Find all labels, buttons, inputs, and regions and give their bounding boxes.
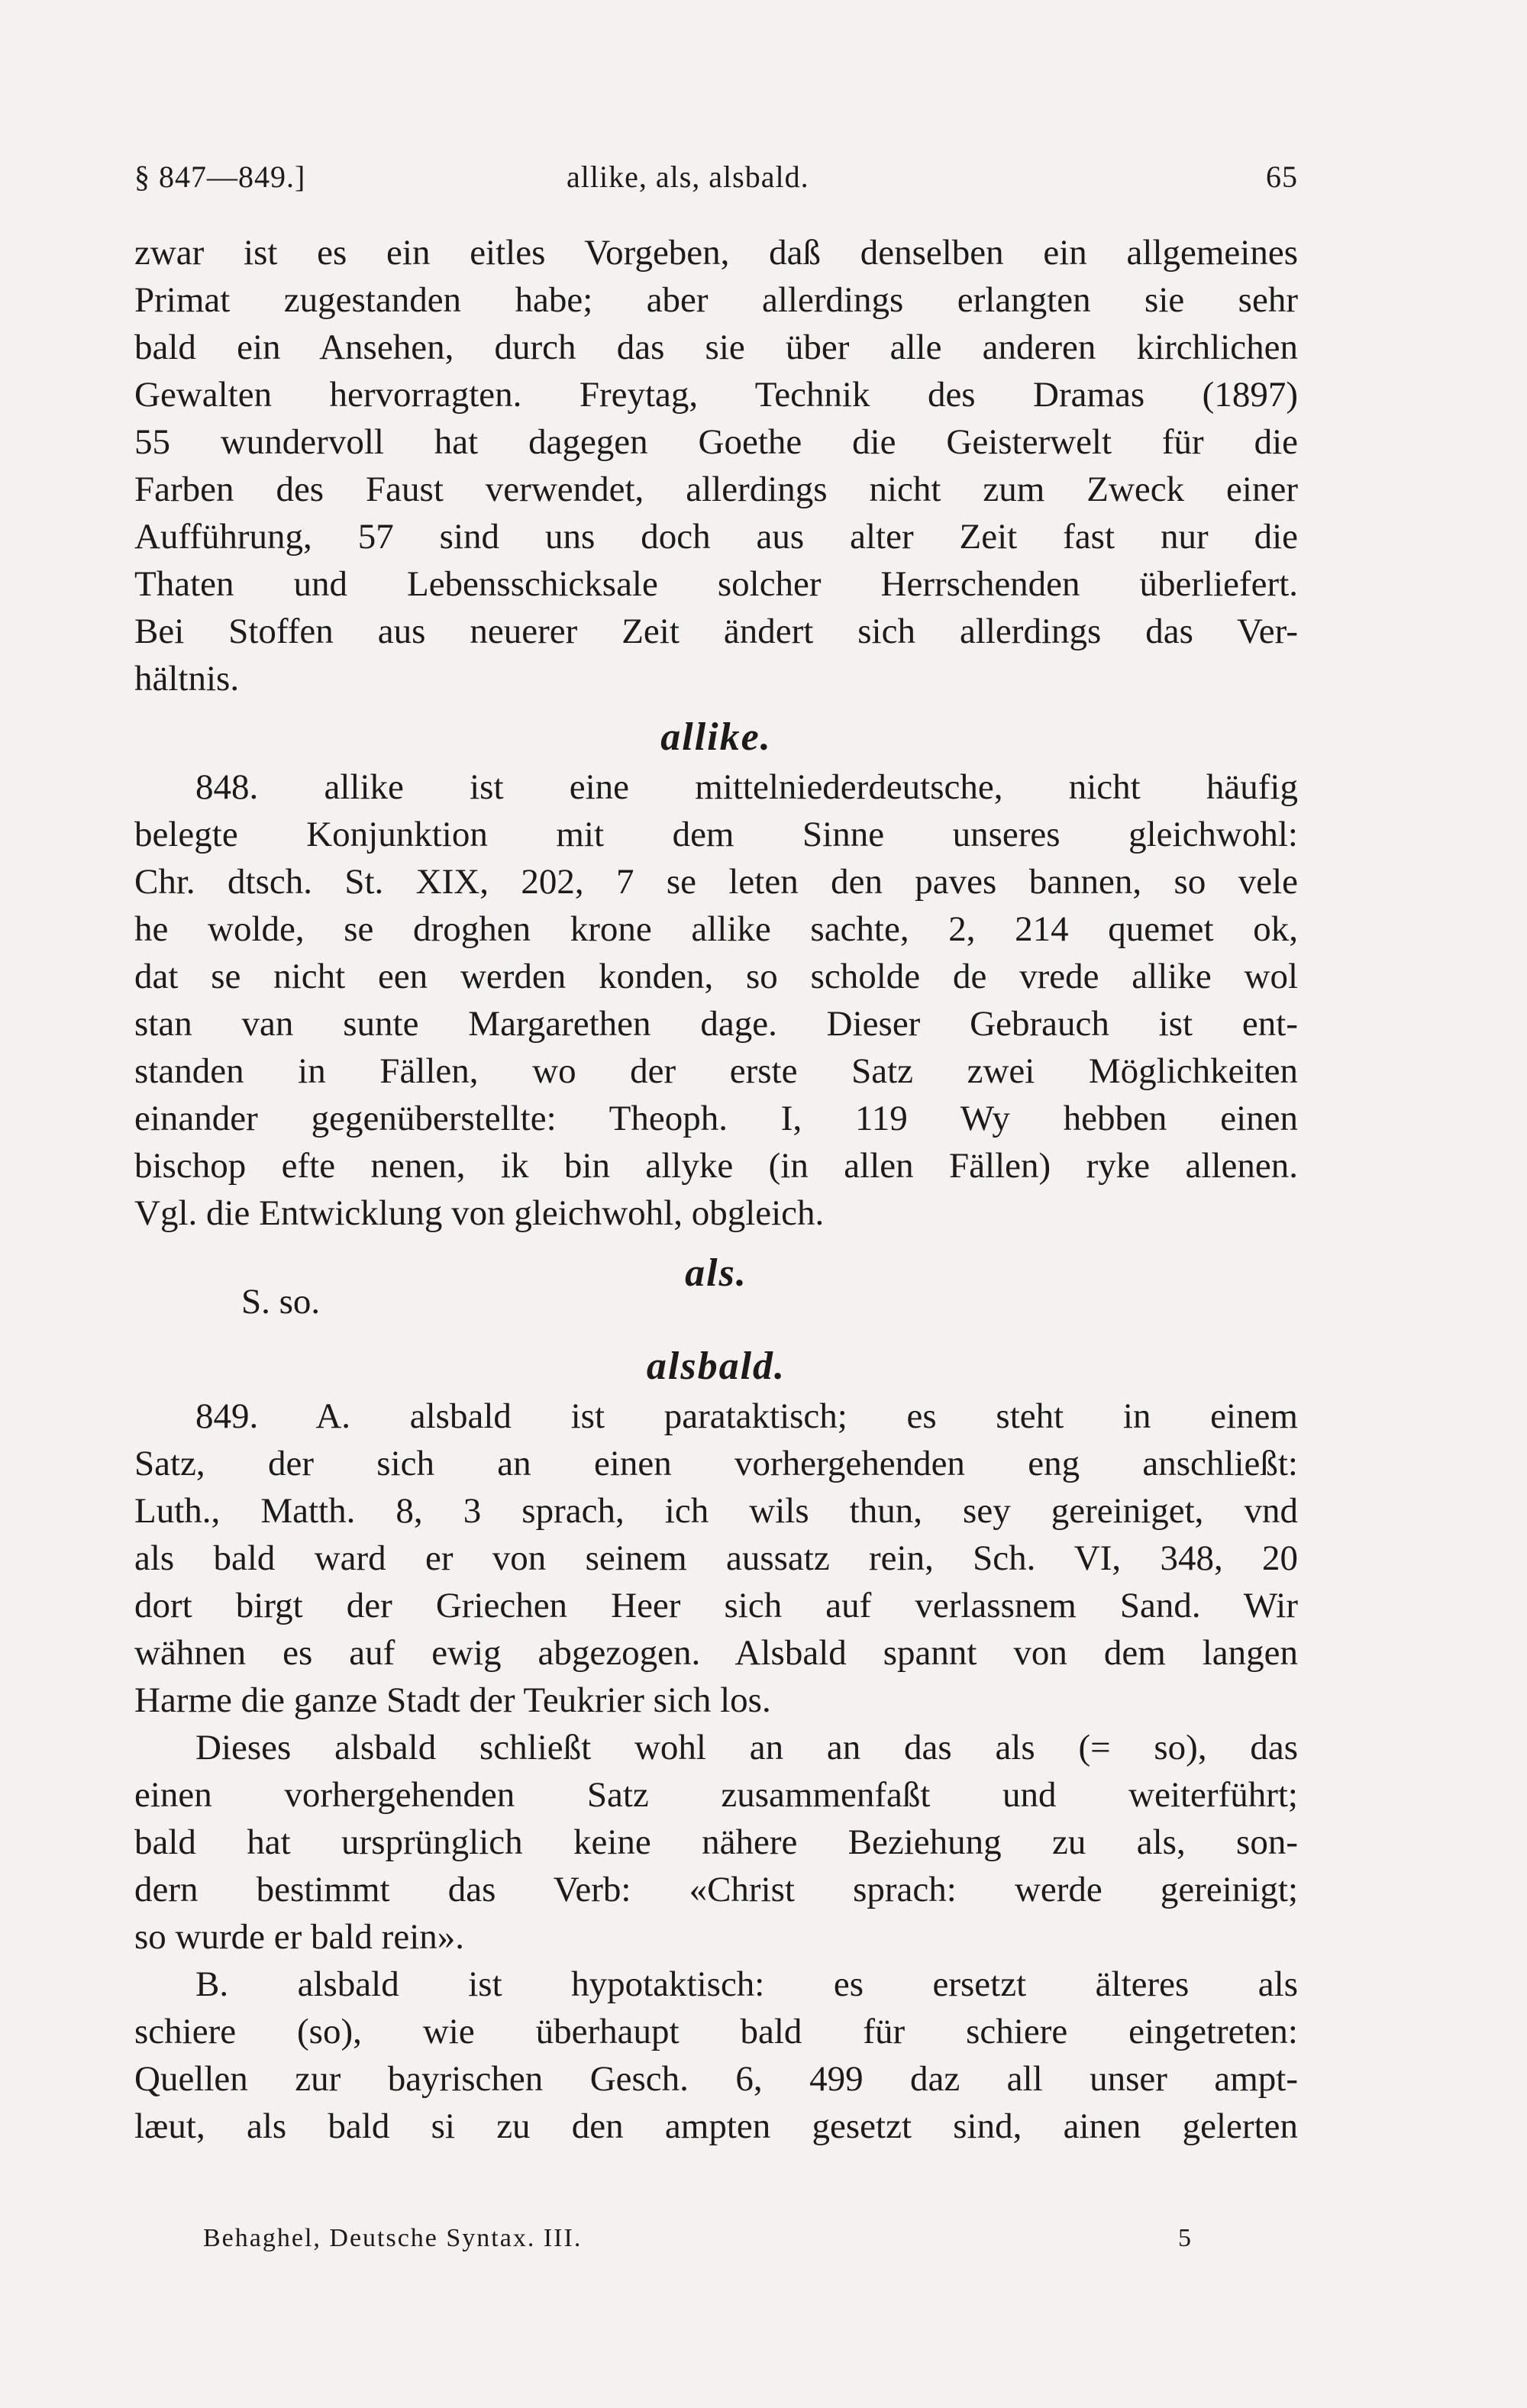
- text-line: Gewalten hervorragten. Freytag, Technik des Dramas (1897): [134, 375, 1298, 415]
- text-line: 848. allike ist eine mittelniederdeutsche, nicht häufig: [195, 767, 1298, 807]
- text-line: so wurde er bald rein».: [134, 1917, 464, 1957]
- text-line: als bald ward er von seinem aussatz rein, Sch. VI, 348, 20: [134, 1538, 1298, 1578]
- heading-alsbald: alsbald.: [646, 1344, 786, 1388]
- body-text: [134, 229, 1298, 2150]
- text-line: læut, als bald si zu den ampten gesetzt sind, ainen gelerten: [134, 2106, 1298, 2146]
- text-line: bischop efte nenen, ik bin allyke (in allen Fällen) ryke allenen.: [134, 1146, 1298, 1186]
- text-line: belegte Konjunktion mit dem Sinne unseres gleichwohl:: [134, 815, 1298, 854]
- text-line: Dieses alsbald schließt wohl an an das als (= so), das: [195, 1728, 1298, 1767]
- text-line: zwar ist es ein eitles Vorgeben, daß denselben ein allgemeines: [134, 233, 1298, 273]
- text-line: einen vorhergehenden Satz zusammenfaßt und weiterführt;: [134, 1775, 1298, 1815]
- text-line: stan van sunte Margarethen dage. Dieser Gebrauch ist ent-: [134, 1004, 1298, 1044]
- text-line: Chr. dtsch. St. XIX, 202, 7 se leten den paves bannen, so vele: [134, 862, 1298, 902]
- text-line: wähnen es auf ewig abgezogen. Alsbald spannt von dem langen: [134, 1633, 1298, 1673]
- intro-paragraph: [134, 229, 1298, 702]
- text-line: B. alsbald ist hypotaktisch: es ersetzt älteres als: [195, 1964, 1298, 2004]
- text-line: he wolde, se droghen krone allike sachte, 2, 214 quemet ok,: [134, 909, 1298, 949]
- text-line: Vgl. die Entwicklung von gleichwohl, obgleich.: [134, 1193, 825, 1233]
- text-line: bald hat ursprünglich keine nähere Beziehung zu als, son-: [134, 1822, 1298, 1862]
- sheet-signature: [203, 2224, 1193, 2262]
- text-line: schiere (so), wie überhaupt bald für schiere eingetreten:: [134, 2012, 1298, 2051]
- text-line: Quellen zur bayrischen Gesch. 6, 499 daz all unser ampt-: [134, 2059, 1298, 2099]
- running-header: [134, 159, 1298, 205]
- text-line: standen in Fällen, wo der erste Satz zwei Möglichkeiten: [134, 1051, 1298, 1091]
- text-line: hältnis.: [134, 659, 240, 699]
- signature-text: Behaghel, Deutsche Syntax. III.: [203, 2224, 583, 2252]
- text-line: dat se nicht een werden konden, so scholde de vrede allike wol: [134, 957, 1298, 996]
- text-line: Satz, der sich an einen vorhergehenden eng anschließt:: [134, 1444, 1298, 1483]
- text-line: bald ein Ansehen, durch das sie über alle anderen kirchlichen: [134, 328, 1298, 367]
- text-line: einander gegenüberstellte: Theoph. I, 119 Wy hebben einen: [134, 1099, 1298, 1138]
- text-line: 55 wundervoll hat dagegen Goethe die Geisterwelt für die: [134, 422, 1298, 462]
- text-line: Bei Stoffen aus neuerer Zeit ändert sich allerdings das Ver-: [134, 612, 1298, 651]
- text-line: Aufführung, 57 sind uns doch aus alter Zeit fast nur die: [134, 517, 1298, 557]
- text-line: 849. A. alsbald ist parataktisch; es steht in einem: [195, 1396, 1298, 1436]
- section-range: § 847—849.]: [134, 160, 306, 194]
- text-line: Primat zugestanden habe; aber allerdings erlangten sie sehr: [134, 280, 1298, 320]
- text-line: Thaten und Lebensschicksale solcher Herrschenden überliefert.: [134, 564, 1298, 604]
- text-line: Luth., Matth. 8, 3 sprach, ich wils thun, sey gereiniget, vnd: [134, 1491, 1298, 1531]
- page-number: 65: [1266, 160, 1298, 194]
- text-line: Farben des Faust verwendet, allerdings nicht zum Zweck einer: [134, 470, 1298, 509]
- text-line: dern bestimmt das Verb: «Christ sprach: werde gereinigt;: [134, 1870, 1298, 1909]
- heading-als: als.: [685, 1251, 747, 1295]
- running-title: allike, als, alsbald.: [567, 160, 809, 194]
- heading-allike: allike.: [660, 715, 772, 759]
- text-line: Harme die ganze Stadt der Teukrier sich los.: [134, 1680, 771, 1720]
- section-848: [134, 763, 1298, 1237]
- sheet-number: 5: [1178, 2224, 1193, 2252]
- als-reference: S. so.: [241, 1282, 321, 1322]
- text-line: dort birgt der Griechen Heer sich auf verlassnem Sand. Wir: [134, 1586, 1298, 1625]
- section-849: [134, 1393, 1298, 2150]
- als-block: [134, 1237, 1298, 1332]
